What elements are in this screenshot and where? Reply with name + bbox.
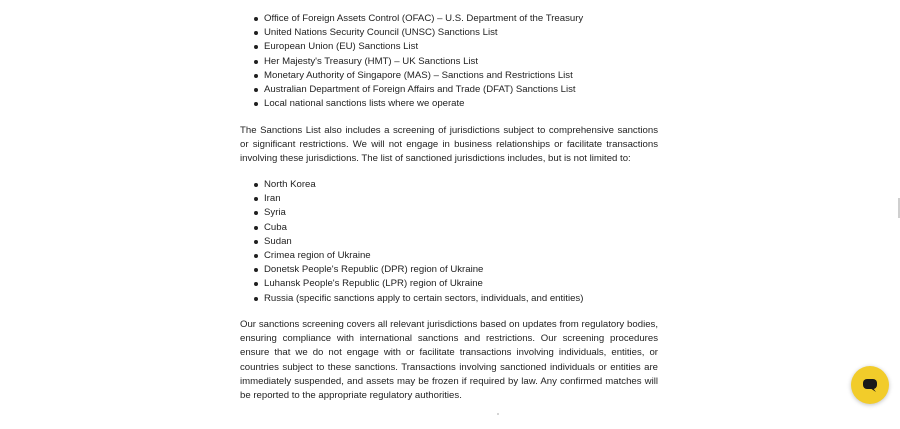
decorative-dot [497,413,499,415]
jurisdictions-intro-paragraph: The Sanctions List also includes a screening of jurisdictions subject to comprehensive sanctions or significant restrictions. We will not engage in business relationships or facilitate transactions involving these jurisdictions. The list of sanctioned jurisdictions includes, but is not limited to: [240,125,658,165]
list-item: Monetary Authority of Singapore (MAS) – Sanctions and Restrictions List [240,69,583,83]
sanctioned-jurisdictions-list [240,178,583,306]
list-item: Office of Foreign Assets Control (OFAC) – U.S. Department of the Treasury [240,12,583,26]
list-item: Russia (specific sanctions apply to certain sectors, individuals, and entities) [240,292,583,306]
sanctions-lists [240,12,583,111]
chat-widget-button[interactable] [851,366,889,404]
list-item: Her Majesty's Treasury (HMT) – UK Sanctions List [240,55,583,69]
list-item: Iran [240,192,583,206]
list-item: Sudan [240,235,583,249]
list-item: Australian Department of Foreign Affairs and Trade (DFAT) Sanctions List [240,83,583,97]
list-item: Syria [240,206,583,220]
chat-bubble-icon [860,375,880,395]
list-item: Donetsk People's Republic (DPR) region of Ukraine [240,263,583,277]
list-item: Luhansk People's Republic (LPR) region of Ukraine [240,277,583,291]
list-item: Cuba [240,221,583,235]
screening-paragraph: Our sanctions screening covers all relevant jurisdictions based on updates from regulatory bodies, ensuring compliance with international sanctions and restrictions. Our screening procedures ensure that we do not engage with or facilitate transactions involving individuals, entities, or countries subject to these sanctions. Transactions involving sanctioned individuals or entities are immediately suspended, and assets may be frozen if required by law. Any confirmed matches will be reported to the appropriate regulatory authorities. [240,319,658,402]
list-item: European Union (EU) Sanctions List [240,40,583,54]
list-item: United Nations Security Council (UNSC) Sanctions List [240,26,583,40]
list-item: Crimea region of Ukraine [240,249,583,263]
list-item: Local national sanctions lists where we operate [240,97,583,111]
list-item: North Korea [240,178,583,192]
